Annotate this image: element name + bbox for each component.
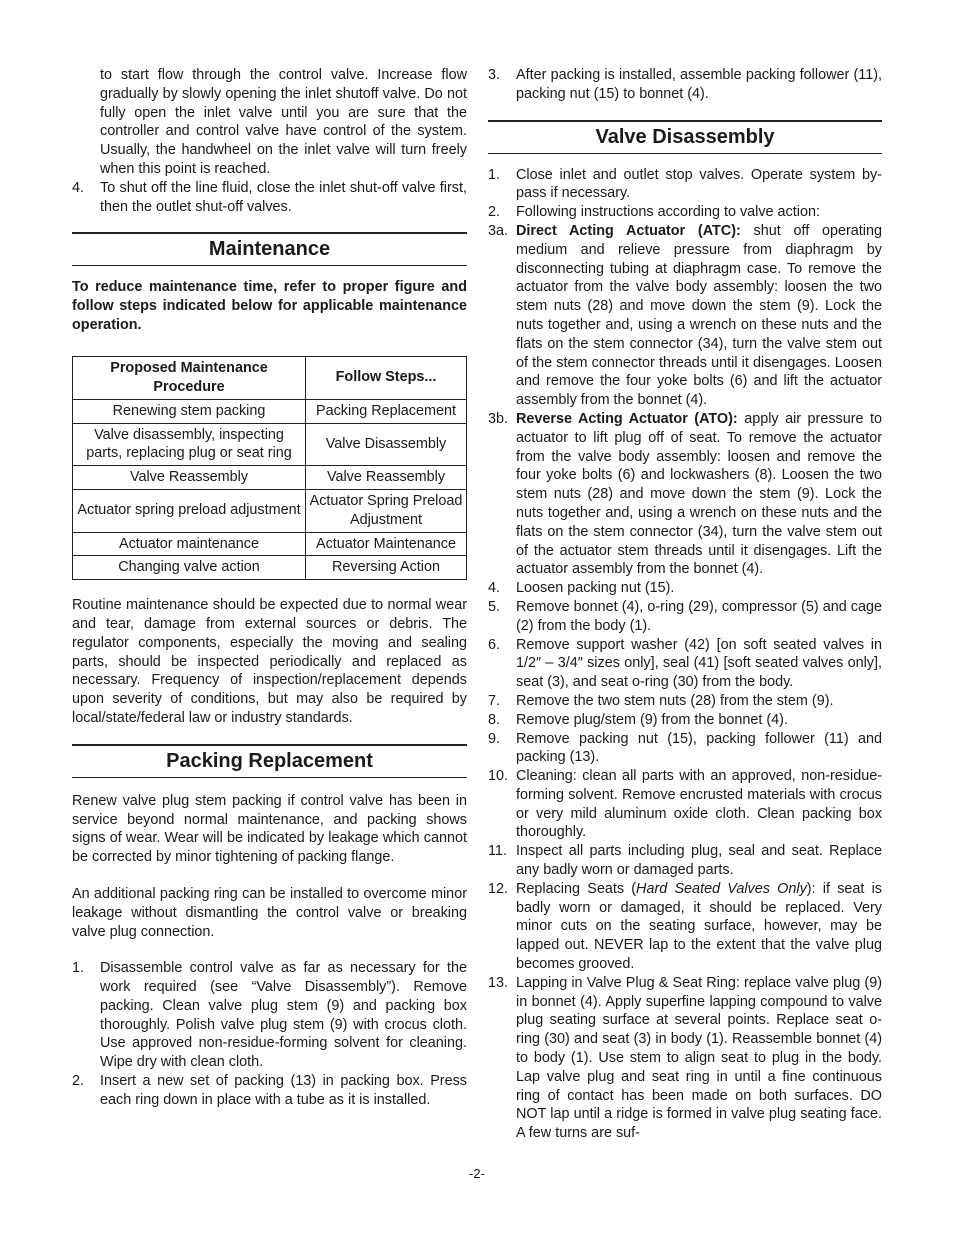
- list-item: [488, 842, 882, 880]
- step-italic-text: Hard Seated Valves Only: [636, 880, 807, 897]
- maintenance-heading: Maintenance: [72, 232, 467, 266]
- step-text: Insert a new set of packing (13) in packing box. Press each ring down in place with a tube as it is installed.: [100, 1073, 467, 1108]
- step-number: 3.: [488, 67, 501, 83]
- step-text-prefix: Replacing Seats (: [516, 880, 637, 897]
- step-number: 10.: [488, 768, 509, 785]
- step-number: 9.: [488, 730, 501, 747]
- packing-paragraph-2: An additional packing ring can be installed to overcome minor leakage without dismantling the control valve or breaking valve plug connection.: [72, 885, 467, 940]
- table-header-row: [73, 356, 467, 399]
- packing-replacement-heading: Packing Replacement: [72, 744, 467, 778]
- list-item: [488, 711, 882, 730]
- follow-steps-cell: Reversing Action: [306, 556, 467, 580]
- routine-maintenance-paragraph: Routine maintenance should be expected due to normal wear and tear, damage from external sources or debris. The regulator components, especially the moving and sealing parts, should be inspected periodically and replaced as necessary. Frequency of inspection/replacement depends upon severity of conditions, but may also be required by local/state/federal law or industry standards.: [72, 597, 467, 726]
- table-body: [73, 399, 467, 579]
- step-number: 2.: [488, 204, 501, 221]
- disassembly-steps: [488, 166, 882, 1143]
- column-header: Proposed Maintenance Procedure: [73, 356, 306, 399]
- step-text: Remove support washer (42) [on soft seated valves in 1/2″ – 3/4″ sizes only], seal (41) [soft seated valves only], seat (3), and seat o-ring (30) from the body.: [516, 636, 882, 691]
- step-number: 6.: [488, 636, 501, 653]
- step-number: 7.: [488, 692, 501, 709]
- list-item: [488, 410, 882, 579]
- column-header: Follow Steps...: [306, 356, 467, 399]
- step-number: 11.: [488, 843, 507, 860]
- step-number: 5.: [488, 598, 501, 615]
- step-text: Remove plug/stem (9) from the bonnet (4).: [516, 711, 788, 728]
- list-item: [488, 579, 882, 598]
- table-row: [73, 423, 467, 466]
- step-text: Cleaning: clean all parts with an approved, non-residue-forming solvent. Remove encrusted materials with crocus or very mild aluminum oxide cloth. Clean packing box thoroughly.: [516, 768, 882, 841]
- step-number: 4.: [72, 179, 85, 196]
- list-item: [488, 166, 882, 204]
- step-number: 2.: [72, 1073, 85, 1090]
- step-number: 3b.: [488, 410, 509, 427]
- list-item: [488, 636, 882, 692]
- list-item: [72, 179, 467, 217]
- step-text: Remove packing nut (15), packing follower (11) and packing (13).: [516, 730, 882, 766]
- table-row: [73, 489, 467, 532]
- list-item: [488, 880, 882, 974]
- packing-paragraph-1: Renew valve plug stem packing if control valve has been in service beyond normal maintenance, and packing shows signs of wear. Wear will be indicated by leakage which cannot be corrected by minor tightening of packing flange.: [72, 792, 467, 866]
- list-item: [72, 959, 467, 1072]
- step-text: Remove bonnet (4), o-ring (29), compressor (5) and cage (2) from the body (1).: [516, 598, 882, 634]
- step-text: After packing is installed, assemble packing follower (11), packing nut (15) to bonnet (4).: [516, 67, 882, 102]
- left-column: [72, 66, 467, 1110]
- table-row: [73, 466, 467, 490]
- procedure-cell: Actuator maintenance: [73, 532, 306, 556]
- step-text: Following instructions according to valve action:: [516, 204, 820, 221]
- table-row: [73, 399, 467, 423]
- list-item: [488, 767, 882, 842]
- step-number: 12.: [488, 880, 509, 897]
- table-row: [73, 556, 467, 580]
- maintenance-table: [72, 356, 467, 580]
- step-text: Disassemble control valve as far as necessary for the work required (see “Valve Disassembly”). Remove packing. Clean valve plug stem (9) and packing box thoroughly. Polish valve plug stem (9) with crocus cloth. Use approved non-residue-forming solvent for cleaning. Wipe dry with clean cloth.: [100, 960, 467, 1071]
- follow-steps-cell: Valve Disassembly: [306, 423, 467, 466]
- step-text: Inspect all parts including plug, seal and seat. Replace any badly worn or damaged parts.: [516, 843, 882, 879]
- step-bold-label: Reverse Acting Actuator (ATO):: [516, 410, 738, 427]
- procedure-cell: Valve Reassembly: [73, 466, 306, 490]
- step-text: Remove the two stem nuts (28) from the stem (9).: [516, 692, 834, 709]
- step-text: Close inlet and outlet stop valves. Operate system by-pass if necessary.: [516, 166, 882, 202]
- packing-steps-continued: [488, 66, 882, 104]
- step-number: 8.: [488, 711, 501, 728]
- list-item: [488, 692, 882, 711]
- valve-disassembly-heading: Valve Disassembly: [488, 120, 882, 154]
- list-item: [488, 598, 882, 636]
- step-number: 1.: [72, 960, 85, 977]
- right-column: [488, 66, 882, 1143]
- procedure-cell: Renewing stem packing: [73, 399, 306, 423]
- list-item: [72, 1072, 467, 1110]
- step-text: Lapping in Valve Plug & Seat Ring: replace valve plug (9) in bonnet (4). Apply superfine lapping compound to valve plug seating surface at several points. Replace seat o-ring (30) and seat (3) in body (1). Reassemble bonnet (4) to body (1). Use stem to align seat to plug in the body. Lap valve plug and seat ring in until a fine continuous ring of contact has been made on both surfaces. DO NOT lap until a ridge is formed in valve plug seating face. A few turns are suf-: [516, 974, 882, 1142]
- table-row: [73, 532, 467, 556]
- follow-steps-cell: Actuator Maintenance: [306, 532, 467, 556]
- step-text: shut off operating medium and relieve pressure from diaphragm by disconnecting tubing at diaphragm case. To remove the actuator from the valve body assembly: loosen the two stem nuts (28) and move down the stem (9). Lock the nuts together and, using a wrench on these nuts and the flats on the stem connector (34), turn the valve stem out of the stem connector threads until it disengages. Loosen and remove the four yoke bolts (6) and lift the actuator assembly from the bonnet (4).: [516, 222, 882, 409]
- step-text: Loosen packing nut (15).: [516, 580, 675, 597]
- follow-steps-cell: Actuator Spring Preload Adjustment: [306, 489, 467, 532]
- startup-steps: [72, 179, 467, 217]
- procedure-cell: Changing valve action: [73, 556, 306, 580]
- list-item: [488, 730, 882, 768]
- list-item: [488, 203, 882, 222]
- follow-steps-cell: Packing Replacement: [306, 399, 467, 423]
- step-text: To shut off the line fluid, close the inlet shut-off valve first, then the outlet shut-off valves.: [100, 179, 467, 215]
- packing-steps: [72, 959, 467, 1109]
- step-number: 1.: [488, 166, 501, 183]
- step-bold-label: Direct Acting Actuator (ATC):: [516, 222, 741, 239]
- step-number: 3a.: [488, 222, 509, 239]
- step-number: 4.: [488, 580, 501, 597]
- follow-steps-cell: Valve Reassembly: [306, 466, 467, 490]
- continued-step-text: to start flow through the control valve. Increase flow gradually by slowly opening the inlet shutoff valve. Do not fully open the inlet valve until you are sure that the controller and control valve have control of the system. Usually, the handwheel on the inlet valve will turn freely when this point is reached.: [100, 67, 467, 177]
- list-item: [488, 66, 882, 104]
- procedure-cell: Valve disassembly, inspecting parts, replacing plug or seat ring: [73, 423, 306, 466]
- list-item: [488, 974, 882, 1143]
- page-number: -2-: [469, 1166, 485, 1181]
- step-text: ): if seat is badly worn or damaged, it should be replaced. Very minor cuts on the seating surface, however, may be lapped out. NEVER lap to the extent that the valve plug becomes grooved.: [516, 880, 883, 973]
- list-item: [488, 222, 882, 410]
- step-number: 13.: [488, 974, 509, 991]
- step-text: apply air pressure to actuator to lift plug off of seat. To remove the actuator from the valve body assembly: loosen and remove the four yoke bolts (6) and lockwashers (8). Loosen the two stem nuts (28) and move down the stem (9). Lock the nuts together and, using a wrench on these nuts and the flats on the stem connector (34), turn the valve stem out of the actuator stem threads until it disengages. Lift the actuator assembly from the bonnet (4).: [516, 410, 882, 578]
- procedure-cell: Actuator spring preload adjustment: [73, 489, 306, 532]
- maintenance-intro: To reduce maintenance time, refer to proper figure and follow steps indicated below for applicable maintenance operation.: [72, 279, 467, 333]
